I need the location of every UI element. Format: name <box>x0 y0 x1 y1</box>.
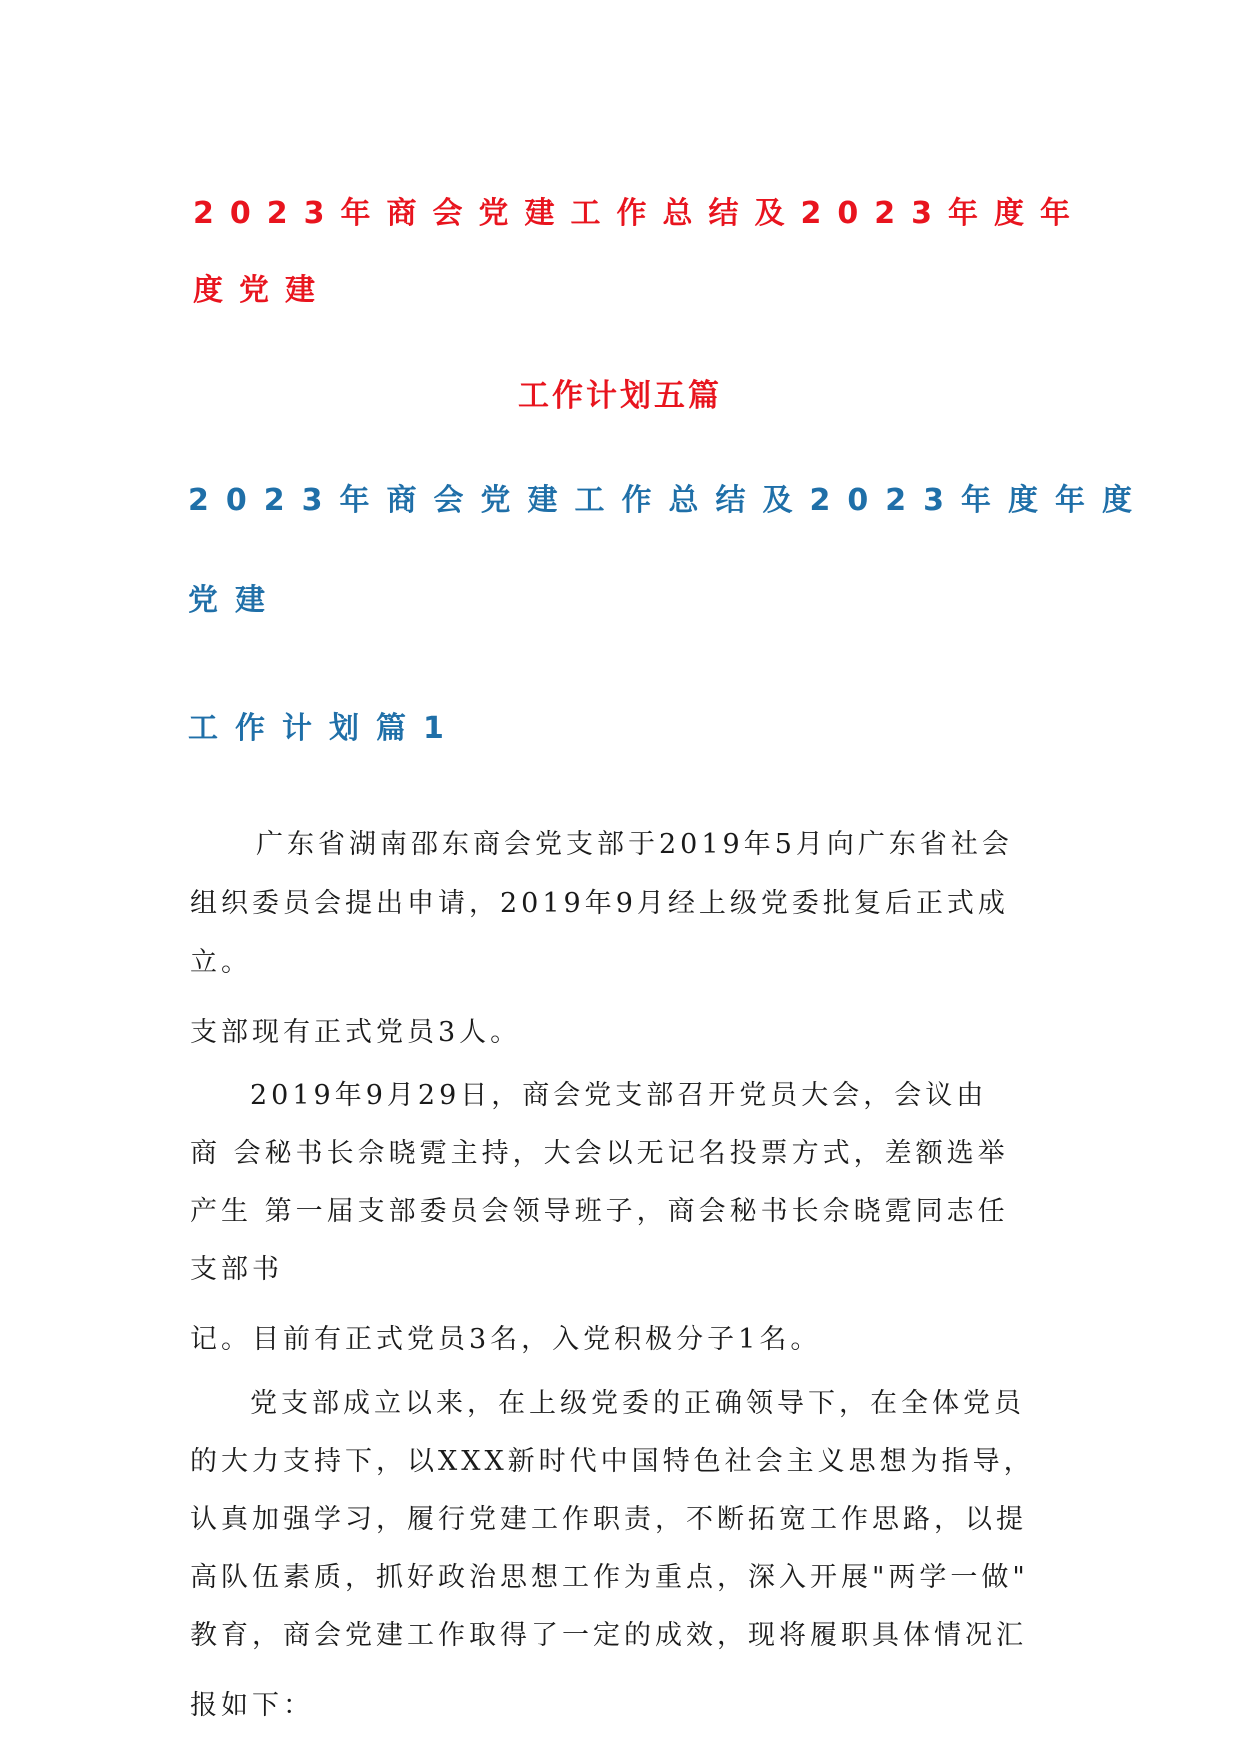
body-line: 记。目前有正式党员3名，入党积极分子1名。 <box>190 1324 822 1355</box>
document-title-line-1: 2023年商会党建工作总结及2023年度年 <box>193 196 1086 231</box>
body-line: 支部书 <box>190 1254 283 1285</box>
section-heading-line-1: 2023年商会党建工作总结及2023年度年度 <box>188 483 1149 518</box>
body-line: 立。 <box>190 947 252 978</box>
body-line: 产生 第一届支部委员会领导班子，商会秘书长佘晓霓同志任 <box>190 1196 1009 1227</box>
body-line: 教育，商会党建工作取得了一定的成效，现将履职具体情况汇 <box>190 1620 1027 1651</box>
document-subtitle: 工作计划五篇 <box>518 378 722 414</box>
body-line: 支部现有正式党员3人。 <box>190 1017 522 1048</box>
document-title-line-2: 度党建 <box>193 273 331 308</box>
body-line: 商 会秘书长佘晓霓主持，大会以无记名投票方式，差额选举 <box>190 1138 1009 1169</box>
part-heading: 工作计划篇1 <box>188 711 461 746</box>
body-line: 认真加强学习，履行党建工作职责，不断拓宽工作思路，以提 <box>190 1504 1027 1535</box>
section-heading-line-2: 党建 <box>188 583 282 618</box>
body-line: 报如下： <box>190 1690 314 1721</box>
body-line: 2019年9月29日，商会党支部召开党员大会，会议由 <box>250 1080 988 1111</box>
body-line: 高队伍素质，抓好政治思想工作为重点，深入开展"两学一做" <box>190 1562 1029 1593</box>
body-line: 广东省湖南邵东商会党支部于2019年5月向广东省社会 <box>256 829 1013 860</box>
body-line: 党支部成立以来，在上级党委的正确领导下，在全体党员 <box>250 1388 1025 1419</box>
body-line: 的大力支持下，以XXX新时代中国特色社会主义思想为指导， <box>190 1446 1035 1477</box>
body-line: 组织委员会提出申请，2019年9月经上级党委批复后正式成 <box>190 888 1009 919</box>
